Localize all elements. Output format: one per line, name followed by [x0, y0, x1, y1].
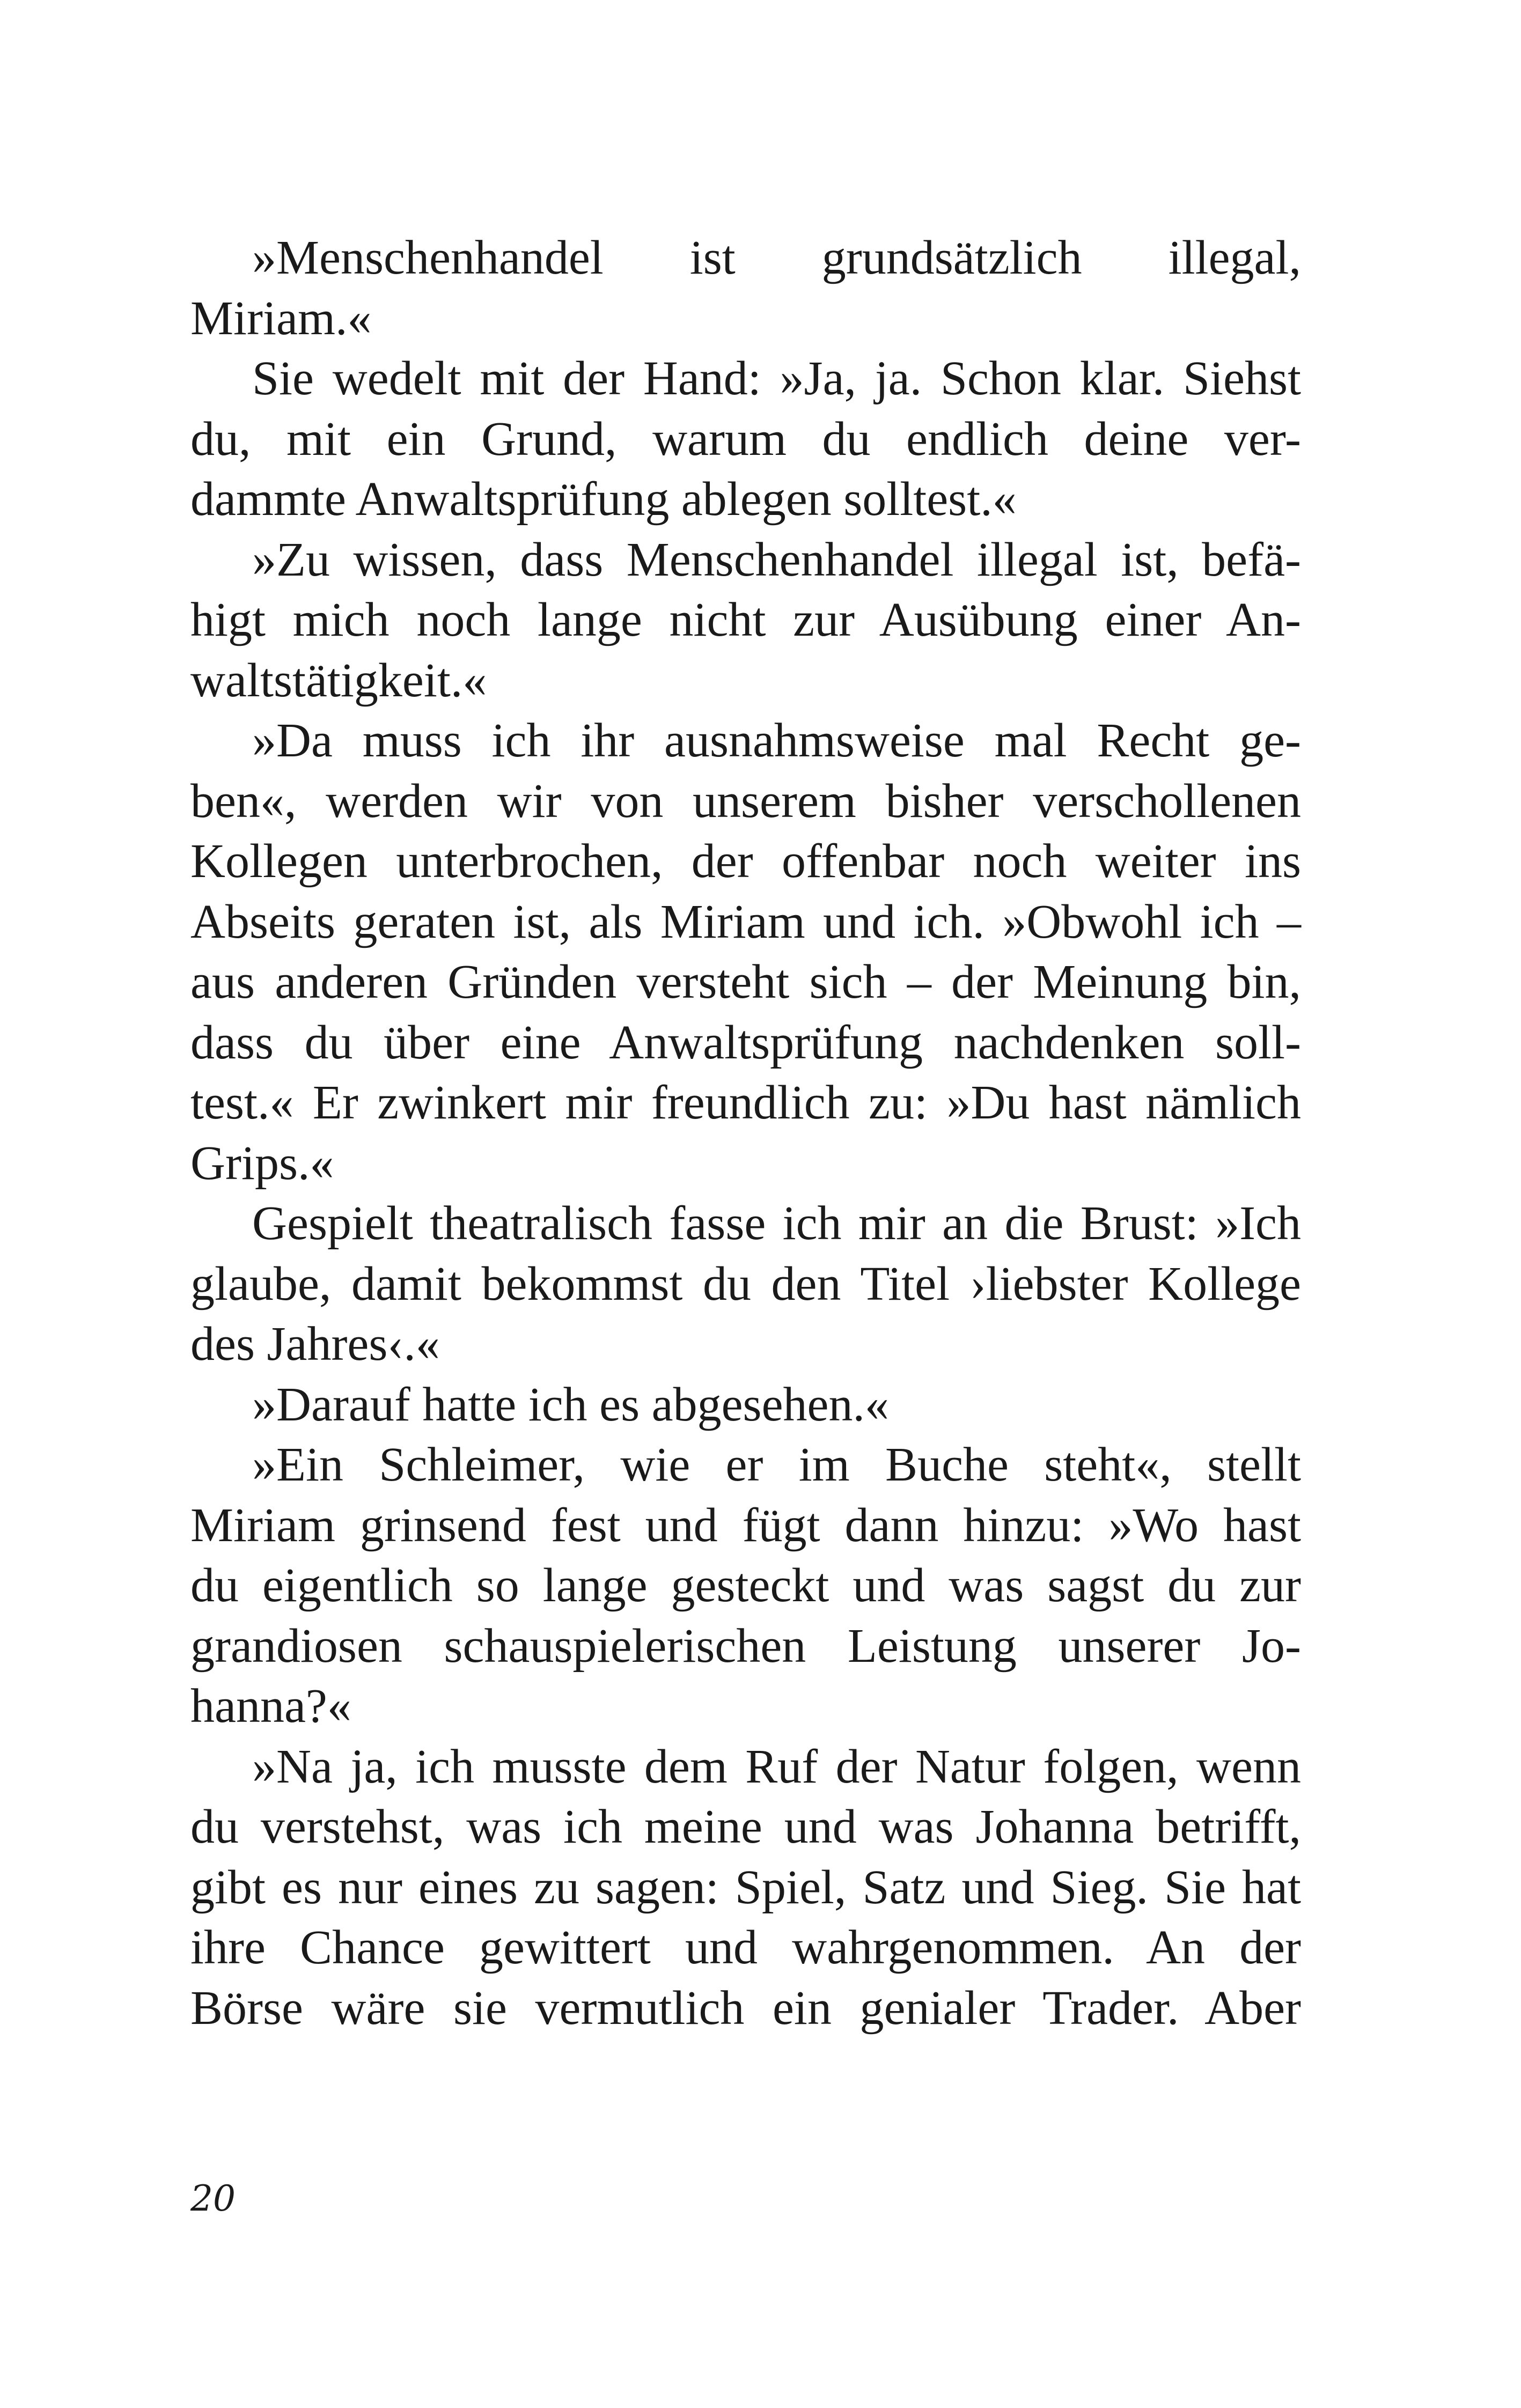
text-line: glaube, damit bekommst du den Titel ›liebster Kollege	[190, 1257, 1301, 1310]
text-line: test.« Er zwinkert mir freundlich zu: »Du hast nämlich	[190, 1076, 1301, 1129]
paragraph	[190, 228, 1301, 349]
text-line: Gespielt theatralisch fasse ich mir an die Brust: »Ich	[252, 1197, 1301, 1250]
text-line: »Darauf hatte ich es abgesehen.«	[252, 1378, 889, 1431]
text-line: Börse wäre sie vermutlich ein genialer Trader. Aber	[190, 1981, 1301, 2035]
text-line: »Ein Schleimer, wie er im Buche steht«, stellt	[252, 1438, 1301, 1491]
paragraph	[190, 1435, 1301, 1737]
text-line: higt mich noch lange nicht zur Ausübung einer An-	[190, 593, 1301, 646]
page-number: 20	[190, 2178, 236, 2219]
text-line: »Na ja, ich musste dem Ruf der Natur folgen, wenn	[252, 1740, 1301, 1793]
text-line: du verstehst, was ich meine und was Johanna betrifft,	[190, 1800, 1301, 1853]
paragraph	[190, 1375, 1301, 1435]
text-line: waltstätigkeit.«	[190, 653, 487, 707]
text-line: ben«, werden wir von unserem bisher verschollenen	[190, 774, 1301, 828]
text-line: ihre Chance gewittert und wahrgenommen. An der	[190, 1921, 1301, 1974]
text-line: Abseits geraten ist, als Miriam und ich. »Obwohl ich –	[190, 895, 1301, 948]
text-line: Miriam grinsend fest und fügt dann hinzu: »Wo hast	[190, 1498, 1301, 1552]
text-line: des Jahres‹.«	[190, 1317, 440, 1371]
text-line: du, mit ein Grund, warum du endlich deine ver-	[190, 412, 1301, 466]
paragraph	[190, 711, 1301, 1194]
text-line: Miriam.«	[190, 291, 372, 345]
text-line: »Menschenhandel ist grundsätzlich illegal,	[252, 231, 1301, 284]
text-line: »Da muss ich ihr ausnahmsweise mal Recht ge-	[252, 714, 1301, 767]
text-line: du eigentlich so lange gesteckt und was sagst du zur	[190, 1559, 1301, 1612]
text-line: »Zu wissen, dass Menschenhandel illegal ist, befä-	[252, 533, 1301, 586]
text-line: dammte Anwaltsprüfung ablegen solltest.«	[190, 473, 1017, 526]
paragraph	[190, 1737, 1301, 2039]
paragraph	[190, 349, 1301, 530]
text-line: Sie wedelt mit der Hand: »Ja, ja. Schon klar. Siehst	[252, 352, 1301, 405]
paragraph	[190, 1194, 1301, 1375]
text-line: Kollegen unterbrochen, der offenbar noch weiter ins	[190, 835, 1301, 888]
text-line: aus anderen Gründen versteht sich – der Meinung bin,	[190, 955, 1301, 1008]
paragraph	[190, 530, 1301, 711]
text-line: gibt es nur eines zu sagen: Spiel, Satz und Sieg. Sie hat	[190, 1860, 1301, 1914]
text-line: grandiosen schauspielerischen Leistung unserer Jo-	[190, 1619, 1301, 1673]
body-text	[190, 228, 1301, 2038]
text-line: dass du über eine Anwaltsprüfung nachdenken soll-	[190, 1015, 1301, 1069]
text-line: Grips.«	[190, 1136, 334, 1190]
text-line: hanna?«	[190, 1680, 351, 1733]
